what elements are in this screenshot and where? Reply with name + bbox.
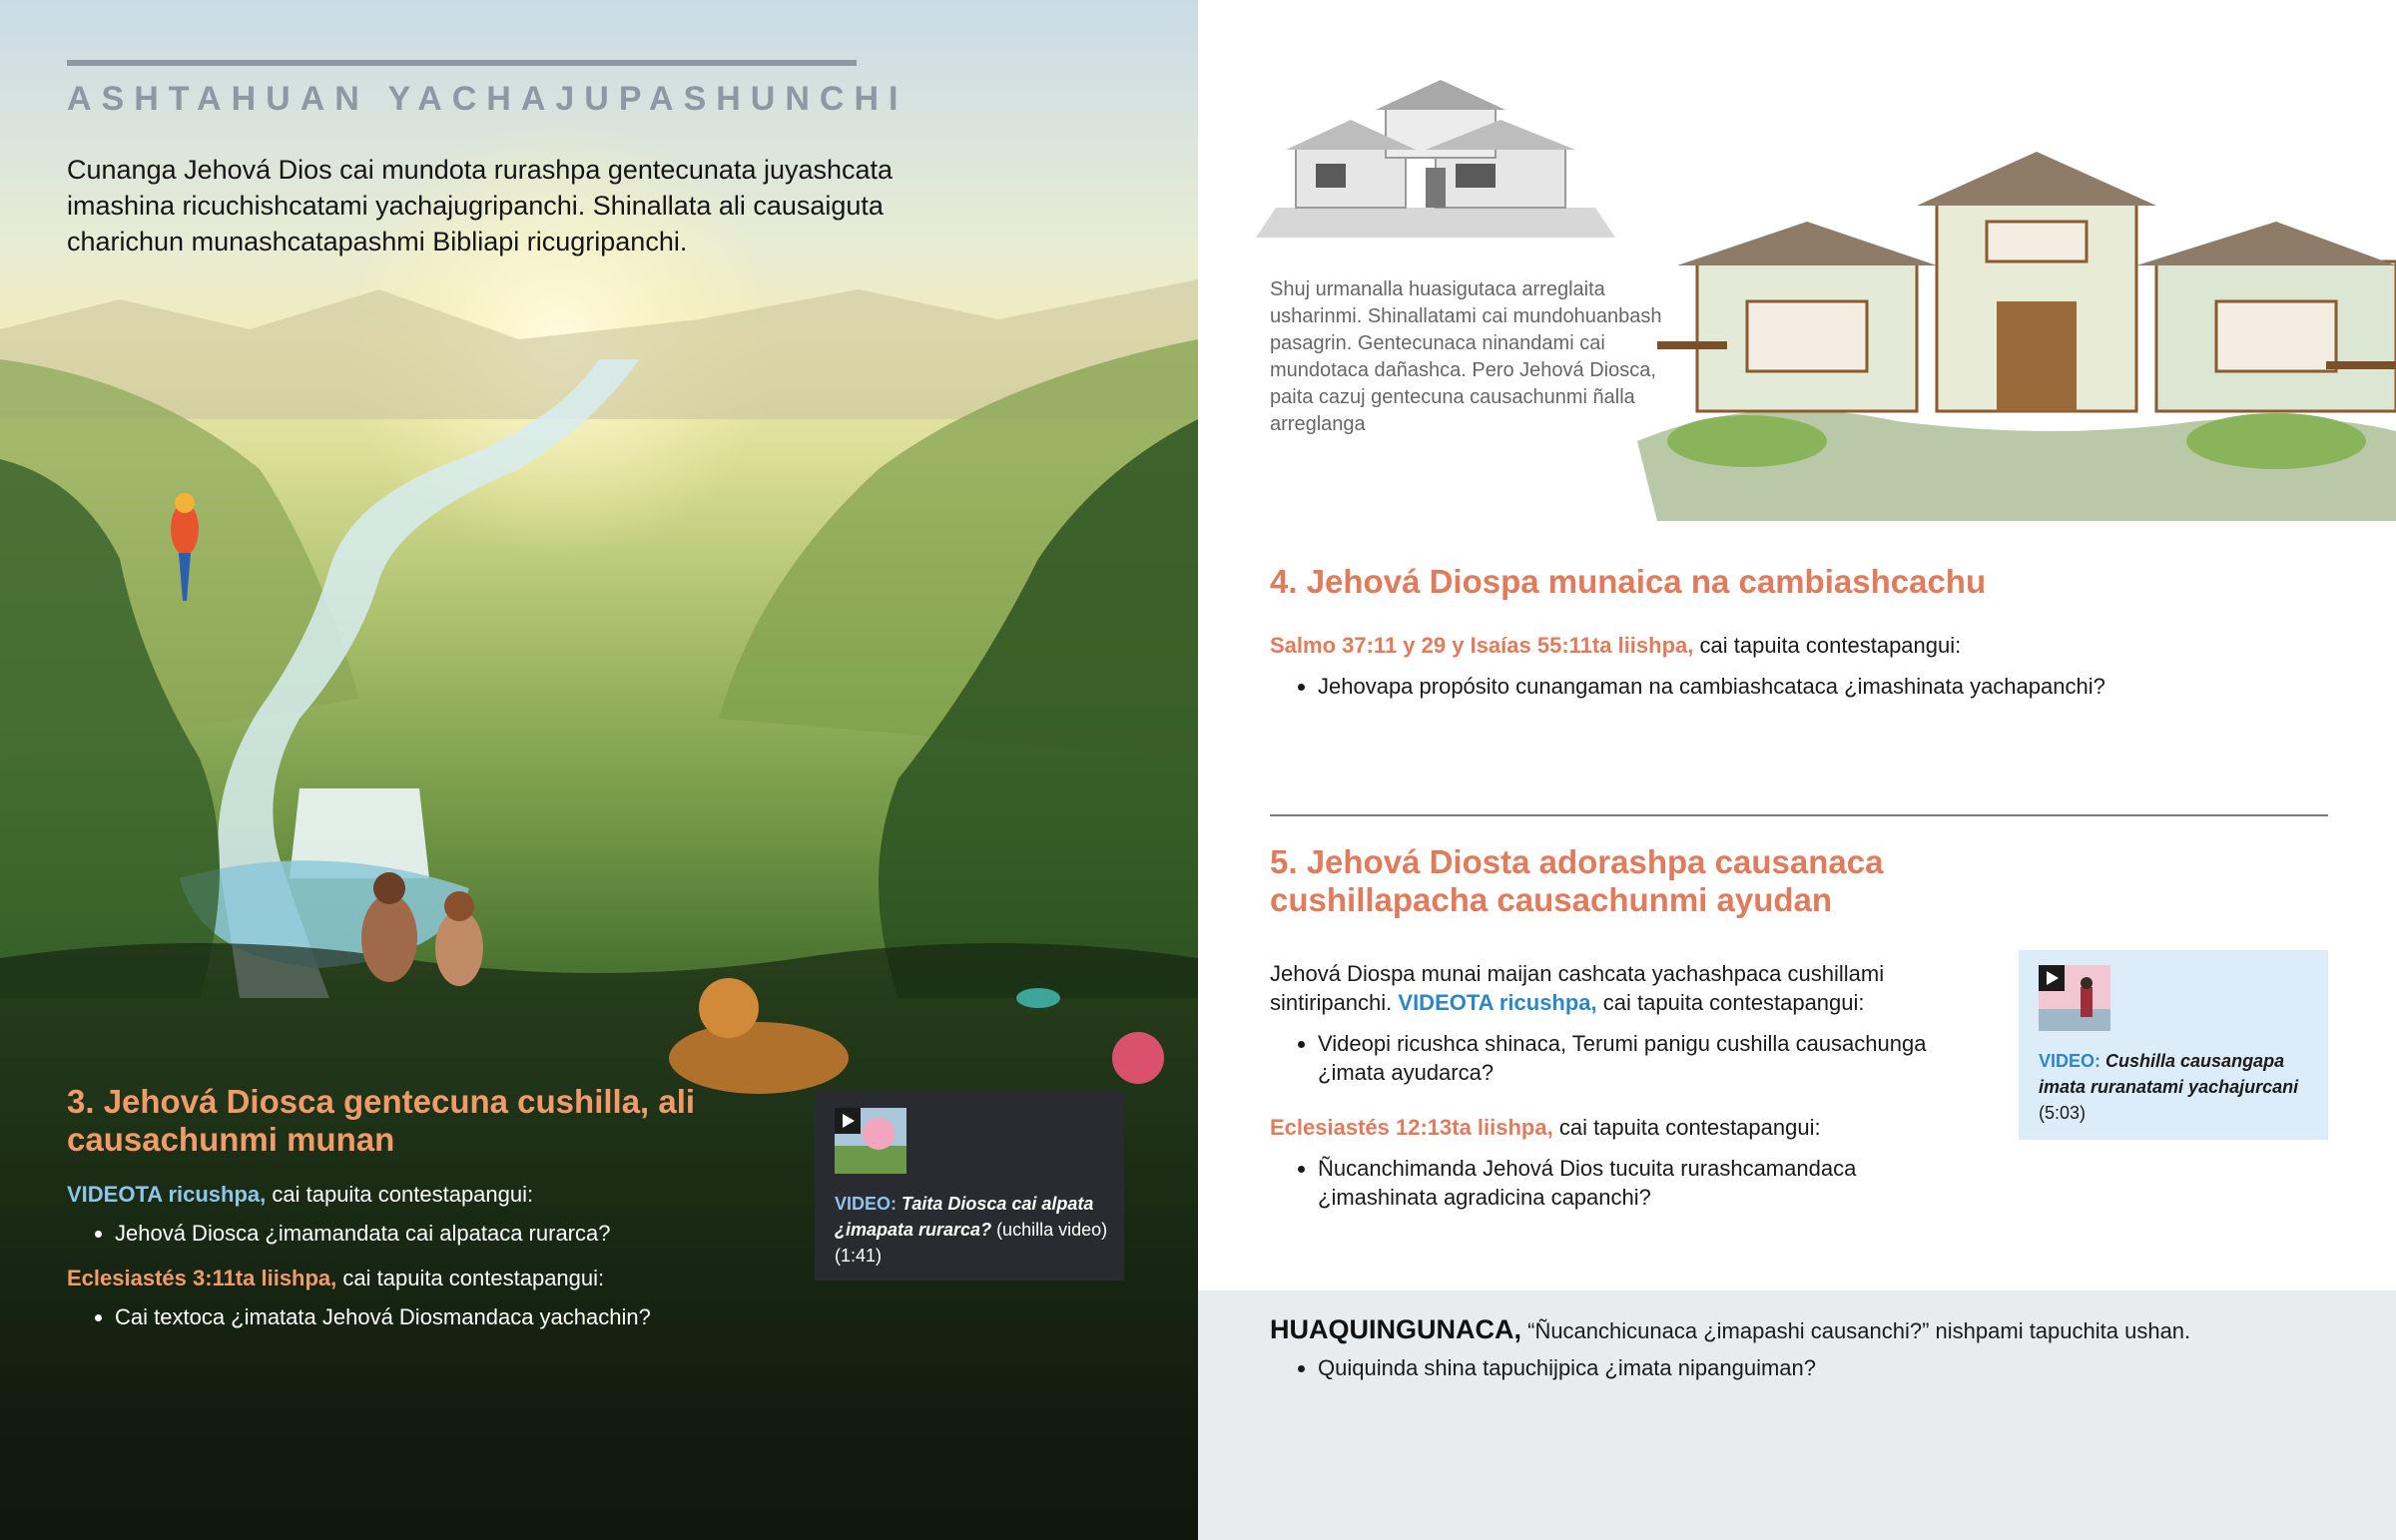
- section-5-heading: 5. Jehová Diosta adorashpa causanaca cushillapacha causachunmi ayudan: [1270, 843, 1884, 918]
- instruction-text: cai tapuita contestapangui:: [266, 1182, 534, 1207]
- play-icon[interactable]: [2039, 965, 2065, 991]
- section-4-questions: [1270, 672, 2368, 701]
- lesson-kicker: ASHTAHUAN YACHAJUPASHUNCHI: [67, 80, 908, 118]
- section-3-scripture-instruction: [67, 1265, 826, 1292]
- intro-paragraph: Cunanga Jehová Dios cai mundota rurashpa gentecunata juyashcata imashina ricuchishcatami yachajugripanchi. Shinallata ali causaiguta charichun munashcatapashmi Bibliapi ricugripanchi.: [67, 155, 894, 257]
- section-divider: [1270, 814, 2328, 816]
- video-title[interactable]: Cushilla causangapa imata ruranatami yachajurcani: [2039, 1051, 2299, 1097]
- video-caption: [2039, 1048, 2323, 1126]
- summary-lead: HUAQUINGUNACA,: [1270, 1314, 1521, 1344]
- flower-icon: [1112, 1032, 1164, 1084]
- scripture-link[interactable]: Eclesiastés 12:13ta liishpa,: [1270, 1115, 1553, 1140]
- video-label: VIDEO:: [2039, 1051, 2101, 1071]
- instruction-text: cai tapuita contestapangui:: [1693, 633, 1962, 658]
- section-5-questions-a: [1270, 1029, 1969, 1087]
- summary-question: “Ñucanchicunaca ¿imapashi causanchi?” nishpami tapuchita ushan.: [1521, 1318, 2191, 1343]
- section-3-questions-b: [67, 1302, 826, 1332]
- video-meta: (5:03): [2039, 1103, 2087, 1123]
- question-item: • Videopi ricushca shinaca, Terumi panigu cushilla causachunga ¿imata ayudarca?: [1318, 1029, 1969, 1087]
- header-rule: [67, 60, 857, 66]
- question-item: • Ñucanchimanda Jehová Dios tucuita rurashcamandaca ¿imashinata agradicina capanchi?: [1318, 1154, 1969, 1212]
- question-item: • Jehová Diosca ¿imamandata cai alpataca rurarca?: [115, 1219, 826, 1249]
- section-5-intro: [1270, 959, 1969, 1017]
- section-5-questions-b: [1270, 1154, 1969, 1212]
- video-link-label[interactable]: VIDEOTA ricushpa,: [67, 1182, 267, 1207]
- right-page: [1198, 0, 2396, 1540]
- video-label: VIDEO:: [835, 1194, 898, 1214]
- summary-content: [1270, 1314, 2368, 1382]
- section-3: [67, 1083, 826, 1334]
- instruction-text: cai tapuita contestapangui:: [1552, 1115, 1821, 1140]
- video-caption: [835, 1191, 1114, 1269]
- summary-question-line: [1270, 1314, 2368, 1345]
- scripture-link[interactable]: Salmo 37:11 y 29 y Isaías 55:11ta liishpa,: [1270, 633, 1694, 658]
- old-house-sketch-illustration: [1236, 68, 1635, 248]
- video-card-creation[interactable]: [815, 1091, 1124, 1281]
- section-5: [1270, 843, 1969, 1212]
- section-5-scripture-instruction: [1270, 1113, 1969, 1142]
- question-item: • Jehovapa propósito cunangaman na cambiashcataca ¿imashinata yachapanchi?: [1318, 672, 2368, 701]
- intro-text: Jehová Diospa munai maijan cashcata yachashpaca cushillami sintiripanchi.: [1270, 961, 1885, 1015]
- instruction-text: cai tapuita contestapangui:: [1596, 990, 1865, 1015]
- video-thumbnail[interactable]: [2039, 965, 2110, 1031]
- section-3-heading: 3. Jehová Diosca gentecuna cushilla, ali causachunmi munan: [67, 1083, 696, 1158]
- section-3-questions-a: [67, 1219, 826, 1249]
- section-4: [1270, 563, 2368, 701]
- scripture-link[interactable]: Eclesiastés 3:11ta liishpa,: [67, 1266, 337, 1290]
- section-4-heading: 4. Jehová Diospa munaica na cambiashcachu: [1270, 563, 1987, 600]
- video-meta: (uchilla video) (1:41): [835, 1220, 1108, 1266]
- summary-box: [1198, 1290, 2396, 1540]
- play-icon[interactable]: [835, 1108, 861, 1134]
- question-item: • Quiquinda shina tapuchijpica ¿imata nipanguiman?: [1318, 1353, 2368, 1382]
- restored-house-illustration: [1637, 142, 2396, 521]
- hummingbird-icon: [1016, 988, 1060, 1008]
- instruction-text: cai tapuita contestapangui:: [336, 1266, 605, 1290]
- video-thumbnail[interactable]: [835, 1108, 906, 1174]
- illustration-caption: Shuj urmanalla huasigutaca arreglaita usharinmi. Shinallatami cai mundohuanbash pasagrin. Gentecunaca ninandami cai mundotaca dañashca. Pero Jehová Diosca, paita cazuj gentecuna causachunmi ñalla arreglanga: [1270, 278, 1662, 435]
- section-4-scripture-instruction: [1270, 631, 2368, 660]
- question-item: • Cai textoca ¿imatata Jehová Diosmandaca yachachin?: [115, 1302, 826, 1332]
- summary-bullets: [1270, 1353, 2368, 1382]
- section-3-video-instruction: [67, 1181, 826, 1209]
- video-title[interactable]: Taita Diosca cai alpata ¿imapata rurarca?: [835, 1194, 1094, 1240]
- video-card-happy-life[interactable]: [2019, 950, 2328, 1140]
- video-link-label[interactable]: VIDEOTA ricushpa,: [1392, 990, 1597, 1015]
